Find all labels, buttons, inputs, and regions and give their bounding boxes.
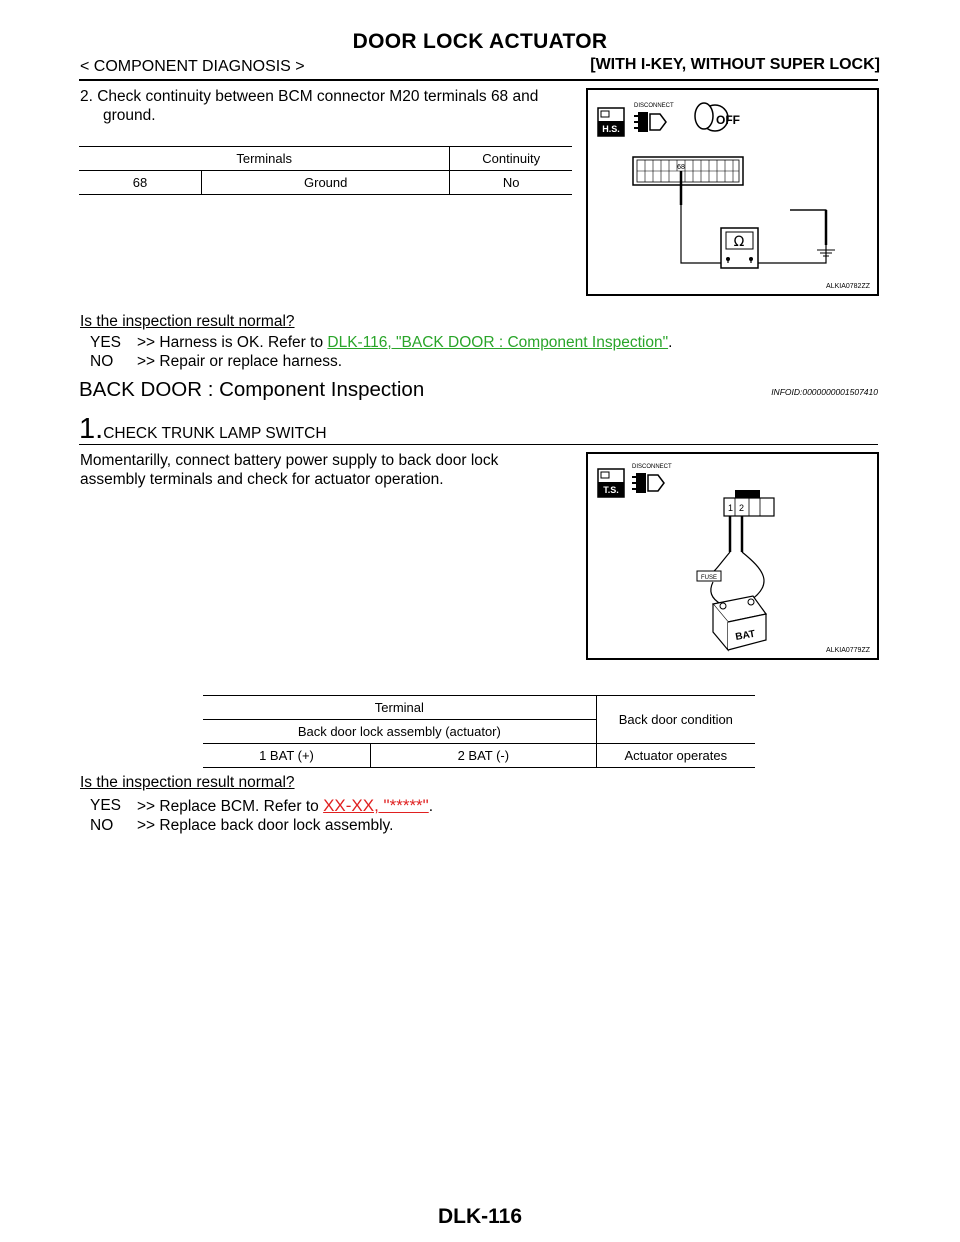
cell-actuator-operates: Actuator operates — [624, 748, 728, 763]
pin-2-label: 2 — [739, 503, 745, 513]
bcm-reference-link[interactable]: XX-XX, "*****" — [323, 796, 429, 815]
ts-badge-icon — [598, 469, 624, 497]
ohmmeter-icon — [721, 228, 758, 268]
cell-continuity: No — [502, 175, 520, 190]
question-label: Is the inspection result normal? — [80, 313, 295, 330]
disconnect-connector-icon — [632, 473, 664, 493]
page-title: DOOR LOCK ACTUATOR — [352, 30, 608, 53]
step-number: 1. — [79, 413, 104, 445]
section-left-label: < COMPONENT DIAGNOSIS > — [80, 58, 305, 75]
disconnect-label: DISCONNECT — [634, 103, 674, 109]
figure-actuator-test — [586, 452, 879, 660]
connector-m20-icon — [633, 157, 743, 185]
inspection-text-line2: assembly terminals and check for actuator operation. — [80, 471, 444, 488]
step2-text-line1: 2. Check continuity between BCM connector M20 terminals 68 and — [80, 88, 539, 105]
continuity-diagram — [588, 90, 877, 294]
disconnect-label: DISCONNECT — [632, 464, 672, 470]
step2-text-line2: ground. — [103, 107, 156, 124]
battery-icon — [713, 596, 766, 650]
svg-text:Ω: Ω — [733, 234, 745, 250]
hs-badge-icon — [598, 108, 624, 136]
actuator-test-diagram — [588, 454, 877, 658]
col-header-continuity: Continuity — [482, 151, 541, 166]
col-header-back-door-condition: Back door condition — [596, 696, 755, 744]
section-right-label: [WITH I-KEY, WITHOUT SUPER LOCK] — [590, 56, 880, 73]
no-answer: >> Repair or replace harness. — [137, 353, 343, 370]
question-label-2: Is the inspection result normal? — [80, 774, 295, 791]
figure-continuity-check — [586, 88, 879, 296]
section-title: BACK DOOR : Component Inspection — [79, 378, 425, 401]
figure1-code: ALKIA0782ZZ — [826, 283, 870, 290]
component-inspection-link[interactable]: DLK-116, "BACK DOOR : Component Inspection" — [327, 334, 669, 351]
page-number: DLK-116 — [437, 1205, 523, 1228]
header-rule — [79, 79, 878, 81]
svg-text:OFF: OFF — [716, 113, 740, 127]
col-header-lock-assembly: Back door lock assembly (actuator) — [203, 720, 596, 744]
svg-text:H.S.: H.S. — [602, 124, 620, 134]
cell-bat-minus: 2 BAT (-) — [371, 744, 597, 768]
col-header-terminal: Terminal — [203, 696, 596, 720]
cell-terminal: 68 — [79, 171, 202, 195]
figure2-code: ALKIA0779ZZ — [826, 647, 870, 654]
svg-text:BAT: BAT — [734, 628, 757, 643]
inspection-text-line1: Momentarilly, connect battery power supply to back door lock — [80, 452, 499, 469]
yes-answer: >> Harness is OK. Refer to DLK-116, "BACK DOOR : Component Inspection". — [137, 334, 673, 351]
cell-bat-plus: 1 BAT (+) — [203, 744, 371, 768]
no-answer-2: >> Replace back door lock assembly. — [137, 817, 394, 834]
step-heading — [79, 413, 327, 446]
no-prefix-2: NO — [90, 817, 114, 834]
continuity-table — [79, 146, 572, 195]
pin-1-label: 1 — [728, 503, 734, 513]
actuator-table — [203, 695, 755, 768]
svg-text:FUSE: FUSE — [700, 575, 718, 581]
col-header-terminals: Terminals — [79, 147, 450, 171]
yes-prefix: YES — [90, 334, 122, 351]
yes-prefix-2: YES — [90, 797, 122, 814]
back-door-connector-icon — [724, 490, 774, 516]
no-prefix: NO — [90, 353, 114, 370]
cell-ground: Ground — [202, 171, 450, 195]
step-rule — [79, 444, 878, 445]
fuse-icon — [697, 571, 721, 581]
info-id: INFOID:0000000001507410 — [771, 387, 878, 397]
svg-text:T.S.: T.S. — [603, 485, 619, 495]
step-title: CHECK TRUNK LAMP SWITCH — [103, 425, 327, 442]
yes-answer-2: >> Replace BCM. Refer to XX-XX, "*****". — [137, 796, 434, 815]
terminal-68-label: 68 — [677, 164, 685, 171]
disconnect-connector-icon — [634, 112, 666, 132]
ignition-off-icon — [695, 103, 740, 131]
